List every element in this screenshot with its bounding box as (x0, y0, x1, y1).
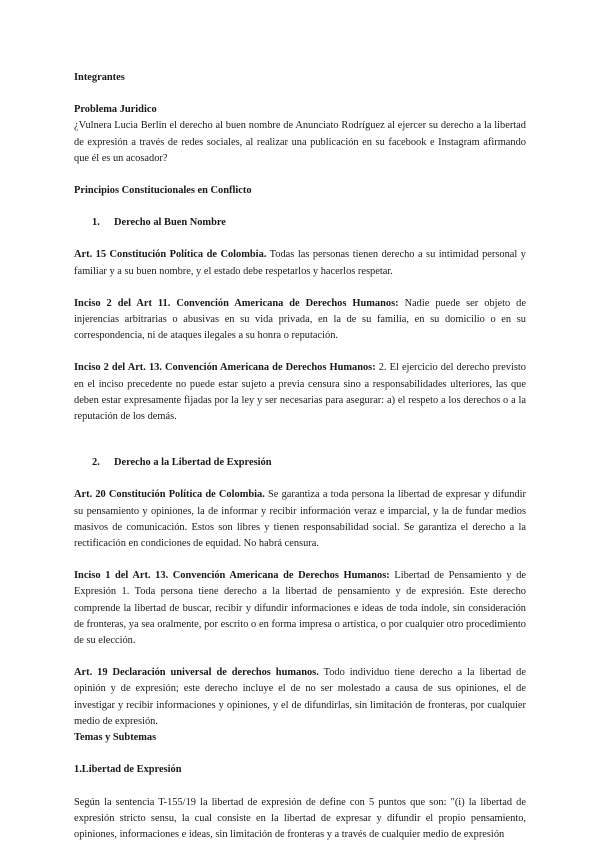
art13-inciso2-paragraph: Inciso 2 del Art. 13. Convención Americana de Derechos Humanos: 2. El ejercicio del derecho previsto en el inciso precedente no puede estar sujeto a previa censura sino a responsabilidades ulteriores, las que deben estar expresamente fijadas por la ley y ser necesarias para asegurar: a) el respeto a los derechos o a la reputación de los demás. (74, 362, 526, 423)
temas-heading: Temas y Subtemas (74, 732, 157, 744)
temas-text: Según la sentencia T-155/19 la libertad de expresión de define con 5 puntos que son: "(i) la libertad de expresión stricto sensu, la cual consiste en la libertad de expresar y difundir el propio pensamiento, opiniones, informaciones e ideas, sin limitación de fronteras y a través de cualquier medio de expresión (74, 796, 526, 840)
problema-text: ¿Vulnera Lucia Berlin el derecho al buen nombre de Anunciato Rodríguez al ejercer su derecho a la libertad de expresión a través de redes sociales, al realizar una publicación en su facebook e Instagram afirmando que él es un acosador? (74, 120, 526, 164)
integrantes-heading: Integrantes (74, 72, 125, 83)
art20-paragraph: Art. 20 Constitución Política de Colombia. Se garantiza a toda persona la libertad de expresar y difundir su pensamiento y opiniones, la de informar y recibir información veraz e imparcial, y la de fundar medios masivos de comunicación. Estos son libres y tienen responsabilidad social. Se garantiza el derecho a la rectificación en condiciones de equidad. No habrá censura. (74, 489, 526, 550)
problema-heading: Problema Juridico (74, 104, 157, 116)
section-1-heading: 1. Derecho al Buen Nombre (92, 217, 226, 229)
principios-heading: Principios Constitucionales en Conflicto (74, 185, 252, 197)
section-2-heading: 2. Derecho a la Libertad de Expresión (92, 457, 272, 469)
libertad-subheading: 1.Libertad de Expresión (74, 764, 182, 776)
art19-paragraph: Art. 19 Declaración universal de derechos humanos. Todo individuo tiene derecho a la libertad de opinión y de expresión; este derecho incluye el de no ser molestado a causa de sus opiniones, el de investigar y recibir informaciones y opiniones, y el de difundirlas, sin limitación de fronteras, por cualquier medio de expresión. (74, 667, 526, 727)
art15-paragraph: Art. 15 Constitución Política de Colombia. Todas las personas tienen derecho a su intimidad personal y familiar y a su buen nombre, y el estado debe respetarlos y hacerlos respetar. (74, 249, 526, 277)
art11-paragraph: Inciso 2 del Art 11. Convención Americana de Derechos Humanos: Nadie puede ser objeto de injerencias arbitrarias o abusivas en su vida privada, en la de su familia, en su domicilio o en su correspondencia, ni de ataques ilegales a su honra o reputación. (74, 297, 526, 342)
art13-inciso1-paragraph: Inciso 1 del Art. 13. Convención Americana de Derechos Humanos: Libertad de Pensamiento y de Expresión 1. Toda persona tiene derecho a la libertad de pensamiento y de expresión. Este derecho comprende la libertad de buscar, recibir y difundir informaciones e ideas de toda índole, sin consideración de fronteras, ya sea oralmente, por escrito o en forma impresa o artística, o por cualquier otro procedimiento de su elección. (74, 570, 527, 647)
